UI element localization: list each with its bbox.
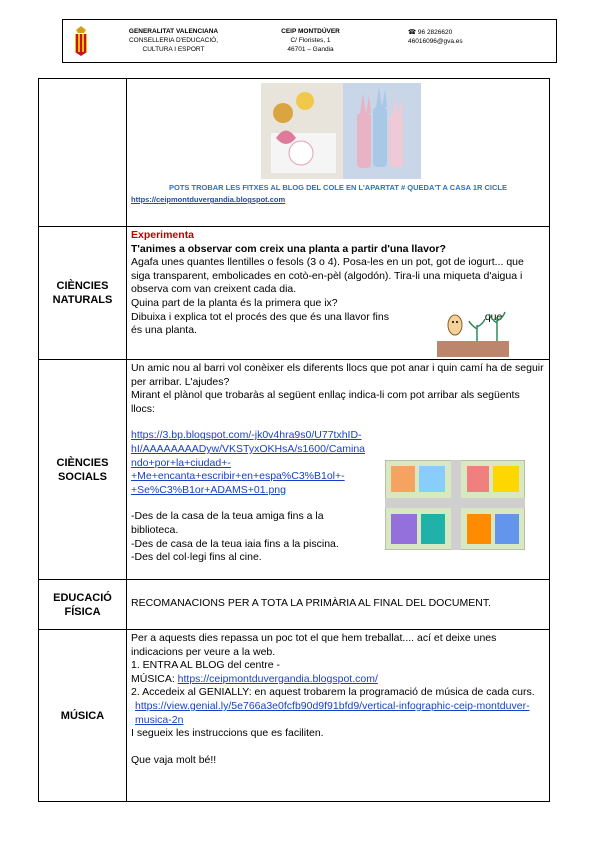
naturals-p3b: que: [484, 310, 503, 323]
musica-p3: [131, 673, 545, 687]
table-row-intro: [39, 79, 550, 227]
subject-fisica-line2: FÍSICA: [64, 605, 101, 618]
crafts-photo-image: [261, 83, 421, 179]
table-row-fisica: [39, 580, 550, 630]
org-line2: CONSELLERIA D'EDUCACIÓ,: [128, 37, 218, 44]
phone: ☎ 96 2826620: [408, 29, 453, 36]
contact-block: [408, 28, 518, 46]
activities-table: [38, 78, 550, 802]
table-row-socials: [39, 360, 550, 580]
coat-of-arms-icon: [73, 25, 89, 57]
socials-task3: -Des del col·legi fins al cine.: [131, 551, 262, 564]
map-link-line2[interactable]: hI/AAAAAAAADyw/VKSTyxOKHsA/s1600/Camina: [131, 442, 366, 455]
subject-musica-label: MÚSICA: [60, 709, 105, 722]
socials-content: [127, 360, 550, 580]
table-row-musica: [39, 630, 550, 802]
socials-task1b: biblioteca.: [131, 523, 179, 536]
school-block: [258, 27, 363, 54]
socials-p2: Mirant el plànol que trobaràs al següent enllaç indica-li com pot arribar als següents llocs:: [131, 389, 520, 415]
blog-notice: POTS TROBAR LES FITXES AL BLOG DEL COLE EN L'APARTAT # QUEDA'T A CASA 1R CICLE: [168, 183, 508, 192]
fisica-content: [127, 580, 550, 630]
school-city: 46701 – Gandia: [287, 46, 334, 53]
subject-naturals-line1: CIÈNCIES: [56, 280, 109, 292]
genially-link[interactable]: https://view.genial.ly/5e766a3e0fcfb90d9f91bfd9/vertical-infographic-ceip-montduver-musica-2n: [135, 699, 530, 726]
musica-content: [127, 630, 550, 802]
musica-p3-label: MÚSICA:: [131, 672, 178, 685]
subject-naturals-line2: NATURALS: [52, 294, 113, 306]
musica-p2: 1. ENTRA AL BLOG del centre -: [131, 659, 281, 672]
org-block: [101, 27, 246, 54]
table-row-naturals: [39, 227, 550, 360]
map-link-line3[interactable]: ndo+por+la+ciudad+-: [131, 456, 231, 469]
org-line3: CULTURA I ESPORT: [142, 46, 205, 53]
socials-p1: Un amic nou al barri vol conèixer els diferents llocs que pot anar i quin camí ha de seguir per arribar. L'ajudes?: [131, 362, 544, 388]
naturals-p1: Agafa unes quantes llentilles o fesols (3 o 4). Posa-les en un pot, got de iogurt... que siga transparent, embolicades en cotò-en-pèl (algodón). Tira-li una miqueta d'aigua i observa com van creixent cada dia.: [131, 256, 524, 296]
subject-musica: [39, 630, 127, 802]
subject-cell-empty: [39, 79, 127, 227]
naturals-content: [127, 227, 550, 360]
subject-socials-line2: SOCIALS: [58, 470, 107, 483]
map-link-line5[interactable]: +Se%C3%B1or+ADAMS+01.png: [131, 483, 286, 496]
town-map-image: [385, 460, 525, 550]
naturals-p2: Quina part de la planta és la primera que ix?: [131, 296, 338, 309]
seed-growth-illustration: [437, 307, 509, 357]
letterhead: [62, 19, 557, 63]
musica-p7: Que vaja molt bé!!: [131, 753, 217, 766]
email: 46016096@gva.es: [408, 38, 463, 45]
experiment-label: Experimenta: [131, 229, 195, 241]
map-link-line4[interactable]: +Me+encanta+escribir+en+espa%C3%B1ol+-: [131, 470, 345, 483]
socials-task2: -Des de casa de la teua iaia fins a la piscina.: [131, 537, 339, 550]
subject-fisica: [39, 580, 127, 630]
naturals-question: T'animes a observar com creix una planta a partir d'una llavor?: [131, 242, 446, 255]
intro-cell: [127, 79, 550, 227]
musica-blog-link[interactable]: https://ceipmontduvergandia.blogspot.com/: [177, 672, 378, 685]
school-name: CEIP MONTDÚVER: [281, 28, 340, 35]
map-link-line1[interactable]: https://3.bp.blogspot.com/-jk0v4hra9s0/U77txhID-: [131, 429, 362, 442]
musica-p4: 2. Accedeix al GENIALLY: en aquest trobarem la programació de música de cada curs.: [131, 686, 535, 699]
musica-p1: Per a aquests dies repassa un poc tot el que hem treballat.... ací et deixe unes indicacions per veure a la web.: [131, 632, 497, 658]
fisica-text: RECOMANACIONS PER A TOTA LA PRIMÀRIA AL FINAL DEL DOCUMENT.: [131, 596, 492, 609]
school-address: C/ Floristes, 1: [290, 37, 331, 44]
blog-link[interactable]: https://ceipmontduvergandia.blogspot.com: [131, 195, 286, 204]
subject-fisica-line1: EDUCACIÓ: [53, 591, 112, 604]
org-name: GENERALITAT VALENCIANA: [128, 28, 219, 35]
naturals-p3a: Dibuixa i explica tot el procés des que és una llavor fins: [131, 310, 389, 323]
subject-socials-line1: CIÈNCIES: [56, 456, 109, 469]
musica-p6: I segueix les instruccions que es faciliten.: [131, 727, 324, 740]
naturals-p3c: és una planta.: [131, 324, 197, 337]
subject-naturals: [39, 227, 127, 360]
socials-task1: -Des de la casa de la teua amiga fins a la: [131, 510, 324, 523]
subject-socials: [39, 360, 127, 580]
